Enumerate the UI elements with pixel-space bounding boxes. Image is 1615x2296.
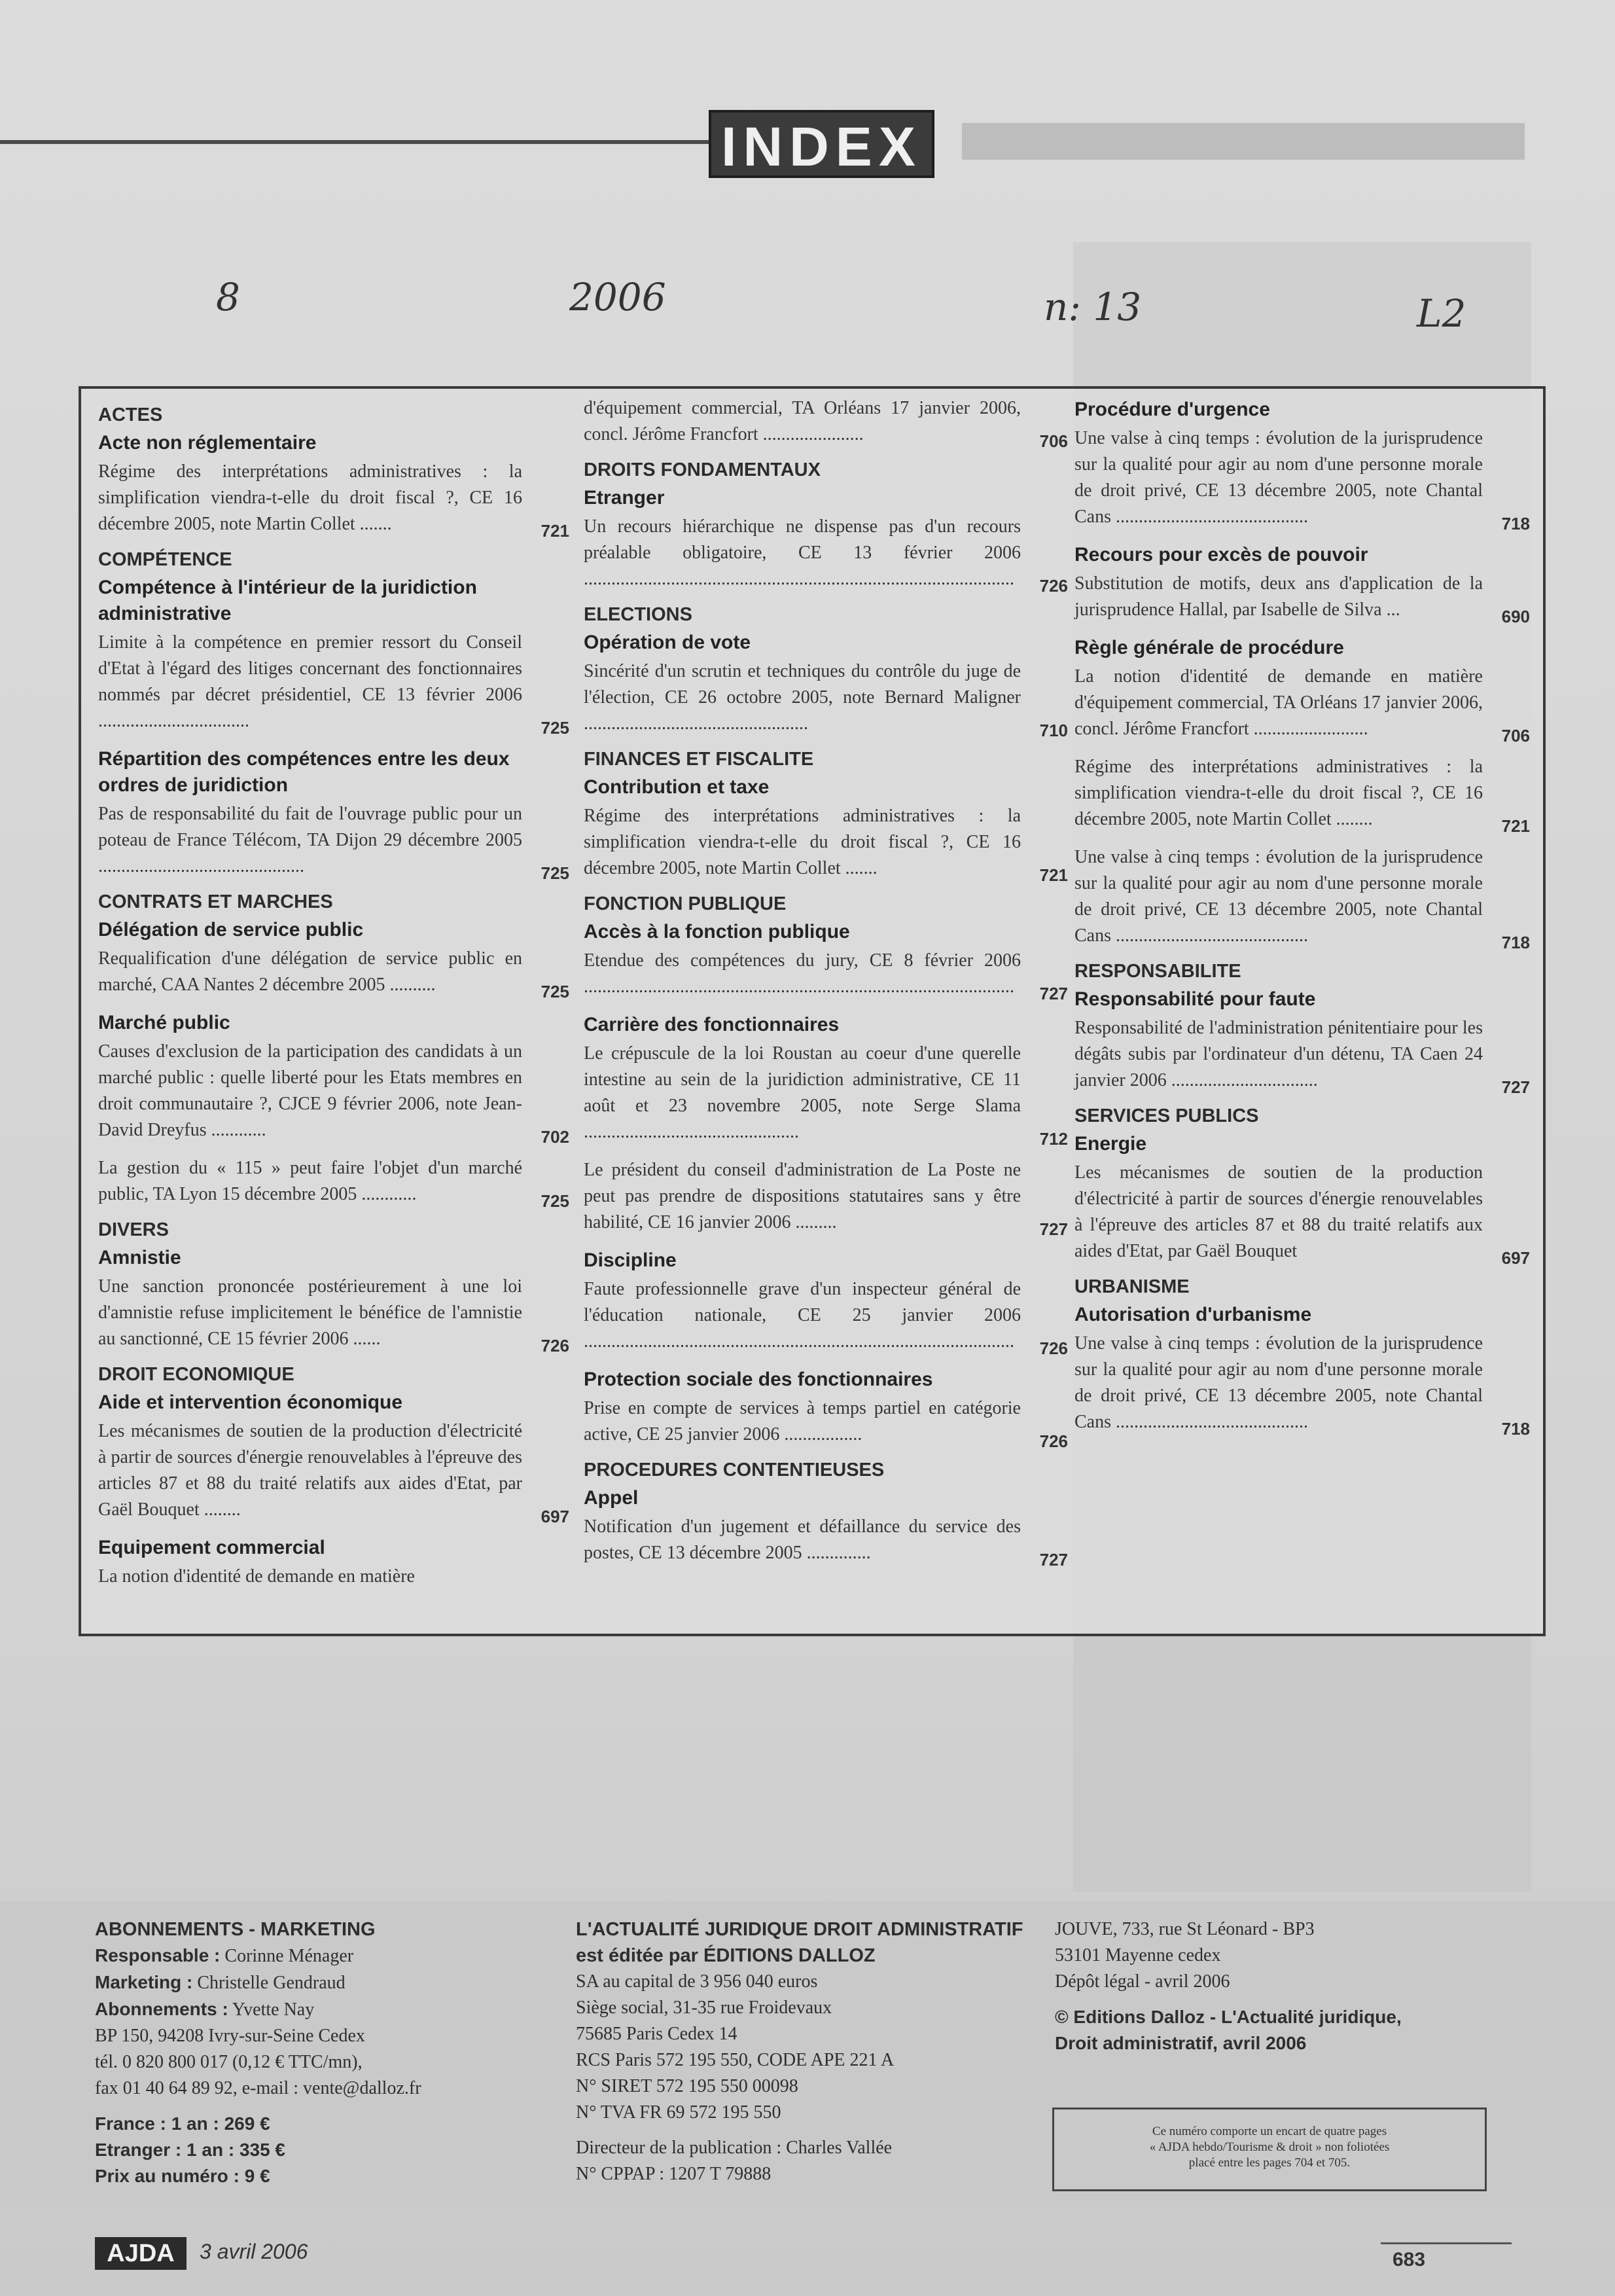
index-entry-text: Le président du conseil d'administration de La Poste ne peut pas prendre de dispositions statutaires sans y être habilité, CE 16 janvier 2006 ......... [584, 1160, 1021, 1232]
index-entry-page: 718 [1501, 933, 1530, 952]
subs-address: BP 150, 94208 Ivry-sur-Seine Cedex [95, 2026, 365, 2046]
index-entry-page: 727 [1039, 1550, 1068, 1570]
index-entry-text: La gestion du « 115 » peut faire l'objet d'un marché public, TA Lyon 15 décembre 2005 ............ [98, 1158, 522, 1204]
publisher-cppap: N° CPPAP : 1207 T 79888 [576, 2164, 772, 2184]
index-entry-page: 726 [541, 1336, 569, 1355]
index-section-heading: ELECTIONS [584, 604, 692, 625]
index-entry [1074, 844, 1531, 952]
index-entry-page: 718 [1501, 1419, 1530, 1439]
index-entry-text: Un recours hiérarchique ne dispense pas d'un recours préalable obligatoire, CE 13 février 2006 .............................................................................................. [584, 516, 1021, 589]
index-entry [584, 1276, 1069, 1358]
index-entry [584, 1157, 1069, 1239]
subs-phone: tél. 0 820 800 017 (0,12 € TTC/mn), [95, 2052, 363, 2072]
handwritten-note-4: L2 [1417, 291, 1466, 336]
index-entry [1074, 1160, 1531, 1268]
price-issue: Prix au numéro : 9 € [95, 2166, 270, 2186]
index-subheading: Règle générale de procédure [1074, 637, 1344, 658]
index-section-heading: FINANCES ET FISCALITE [584, 749, 814, 770]
index-subheading: Accès à la fonction publique [584, 921, 850, 942]
index-entry [98, 801, 571, 883]
index-frame [79, 386, 1546, 1636]
index-subheading: Discipline [584, 1249, 677, 1271]
index-entry [584, 658, 1069, 740]
index-subheading: Protection sociale des fonctionnaires [584, 1369, 933, 1390]
index-entry-text: Une valse à cinq temps : évolution de la jurisprudence sur la qualité pour agir au nom d'une personne morale de droit privé, CE 13 décembre 2005, note Chantal Cans .......................................... [1074, 847, 1483, 946]
index-subheading: Appel [584, 1487, 639, 1509]
index-entry [584, 514, 1069, 596]
index-entry-text: Prise en compte de services à temps partiel en catégorie active, CE 25 janvier 2006 ................. [584, 1398, 1021, 1444]
publisher-siege: Siège social, 31-35 rue Froidevaux [576, 1998, 832, 2018]
price-france: France : 1 an : 269 € [95, 2113, 270, 2134]
index-entry-page: 690 [1501, 607, 1530, 626]
index-entry-text: Une valse à cinq temps : évolution de la jurisprudence sur la qualité pour agir au nom d'une personne morale de droit privé, CE 13 décembre 2005, note Chantal Cans .......................................... [1074, 428, 1483, 527]
index-subheading: Délégation de service public [98, 919, 364, 941]
index-entry-text: La notion d'identité de demande en matière d'équipement commercial, TA Orléans 17 janvier 2006, concl. Jérôme Francfort ......................... [1074, 666, 1483, 739]
index-section-heading: URBANISME [1074, 1276, 1190, 1297]
publisher-title-2: est éditée par ÉDITIONS DALLOZ [576, 1945, 876, 1966]
printer-line-2: 53101 Mayenne cedex [1055, 1945, 1221, 1965]
index-subheading: Etranger [584, 487, 665, 509]
index-entry-page: 706 [1039, 431, 1068, 451]
index-entry-page: 725 [541, 718, 569, 738]
index-subheading: Compétence à l'intérieur de la juridiction administrative [98, 577, 477, 624]
index-subheading: Equipement commercial [98, 1537, 325, 1558]
index-subheading: Amnistie [98, 1247, 181, 1268]
index-entry-text: Une sanction prononcée postérieurement à une loi d'amnistie refuse implicitement le bénéfice de l'amnistie au sanctionné, CE 15 février 2006 ...... [98, 1276, 522, 1349]
index-entry-page: 721 [541, 521, 569, 541]
issue-date: 3 avril 2006 [200, 2240, 308, 2263]
index-subheading: Responsabilité pour faute [1074, 988, 1316, 1010]
index-section-heading: FONCTION PUBLIQUE [584, 893, 787, 914]
index-section-heading: DROIT ECONOMIQUE [98, 1364, 294, 1385]
index-subheading: Aide et intervention économique [98, 1391, 403, 1413]
notice-line-3: placé entre les pages 704 et 705. [1188, 2156, 1351, 2170]
index-entry [1074, 664, 1531, 745]
index-column-3 [1074, 393, 1531, 1447]
index-subheading: Marché public [98, 1012, 230, 1033]
index-entry [584, 1041, 1069, 1149]
index-entry-page: 726 [1039, 1431, 1068, 1451]
index-subheading: Répartition des compétences entre les deux ordres de juridiction [98, 748, 510, 796]
index-entry-text: Les mécanismes de soutien de la production d'électricité à partir de sources d'énergie renouvelables à l'épreuve des articles 87 et 88 du traité relatifs aux aides d'Etat, par Gaël Bouquet ........ [98, 1421, 522, 1520]
index-entry-page: 725 [541, 863, 569, 883]
index-entry-text: Le crépuscule de la loi Roustan au coeur d'une querelle intestine au sein de la juridiction administrative, CE 11 août et 23 novembre 2005, note Serge Slama ............................................... [584, 1043, 1021, 1142]
handwritten-note-2: 2006 [569, 275, 666, 319]
page-number-rule [1381, 2242, 1512, 2244]
index-entry [584, 948, 1069, 1003]
index-entry [584, 1395, 1069, 1451]
index-entry-text: La notion d'identité de demande en matière [98, 1566, 415, 1587]
index-entry-page: 697 [1501, 1248, 1530, 1268]
index-entry [1074, 754, 1531, 836]
index-subheading: Energie [1074, 1133, 1147, 1155]
marketing-value: Christelle Gendraud [197, 1973, 346, 1993]
index-entry [1074, 1015, 1531, 1097]
index-entry-text: Requalification d'une délégation de service public en marché, CAA Nantes 2 décembre 2005 .......... [98, 948, 522, 995]
page-number: 683 [1393, 2249, 1426, 2270]
index-entry-text: Régime des interprétations administratives : la simplification viendra-t-elle du droit fiscal ?, CE 16 décembre 2005, note Martin Collet ....... [98, 461, 522, 534]
index-entry-text: Régime des interprétations administratives : la simplification viendra-t-elle du droit fiscal ?, CE 16 décembre 2005, note Martin Collet ....... [584, 806, 1021, 878]
index-entry-page: 706 [1501, 726, 1530, 745]
subscriptions-block [95, 1916, 592, 2189]
index-entry-text: Etendue des compétences du jury, CE 8 février 2006 .............................................................................................. [584, 950, 1021, 997]
index-entry-text: Causes d'exclusion de la participation des candidats à un marché public : quelle liberté pour les Etats membres en droit communautaire ?, CJCE 9 février 2006, note Jean-David Dreyfus ............ [98, 1041, 522, 1140]
index-entry [98, 630, 571, 738]
index-entry-text: d'équipement commercial, TA Orléans 17 janvier 2006, concl. Jérôme Francfort ...................... [584, 398, 1021, 444]
copyright-line-2: Droit administratif, avril 2006 [1055, 2033, 1307, 2053]
index-entry-page: 727 [1039, 984, 1068, 1003]
index-entry [1074, 1331, 1531, 1439]
publisher-rcs: RCS Paris 572 195 550, CODE APE 221 A [576, 2050, 895, 2070]
index-entry [98, 1564, 571, 1590]
index-section-heading: COMPÉTENCE [98, 549, 232, 570]
index-entry-text: Notification d'un jugement et défaillance du service des postes, CE 13 décembre 2005 .............. [584, 1516, 1021, 1563]
notice-line-2: « AJDA hebdo/Tourisme & droit » non foliotées [1149, 2140, 1390, 2154]
publisher-block [576, 1916, 1047, 2187]
index-entry [584, 395, 1069, 451]
index-entry-page: 721 [1501, 816, 1530, 836]
index-entry-page: 710 [1039, 721, 1068, 740]
publisher-tva: N° TVA FR 69 572 195 550 [576, 2102, 781, 2123]
index-section-heading: SERVICES PUBLICS [1074, 1105, 1259, 1126]
index-entry-page: 718 [1501, 514, 1530, 533]
marketing-label: Marketing : [95, 1972, 193, 1992]
index-section-heading: RESPONSABILITE [1074, 961, 1241, 982]
handwritten-note-1: 8 [216, 275, 240, 319]
index-entry-page: 727 [1501, 1077, 1530, 1097]
index-entry-text: Régime des interprétations administratives : la simplification viendra-t-elle du droit fiscal ?, CE 16 décembre 2005, note Martin Collet ........ [1074, 757, 1483, 829]
header-rule [0, 140, 713, 144]
index-entry-text: Limite à la compétence en premier ressort du Conseil d'Etat à l'égard des litiges concernant des fonctionnaires nommés par décret présidentiel, CE 13 février 2006 ................................. [98, 632, 522, 731]
index-entry-page: 726 [1039, 1338, 1068, 1358]
index-subheading: Autorisation d'urbanisme [1074, 1304, 1312, 1325]
publisher-director: Directeur de la publication : Charles Vallée [576, 2138, 893, 2158]
index-entry-page: 702 [541, 1127, 569, 1147]
index-entry [98, 1418, 571, 1526]
responsable-label: Responsable : [95, 1945, 221, 1965]
copyright-line-1: © Editions Dalloz - L'Actualité juridique, [1055, 2007, 1402, 2027]
index-subheading: Acte non réglementaire [98, 432, 317, 454]
index-section-heading: DIVERS [98, 1219, 169, 1240]
index-entry-text: Sincérité d'un scrutin et techniques du contrôle du juge de l'élection, CE 26 octobre 2005, note Bernard Maligner ................................................. [584, 661, 1021, 734]
index-entry-page: 725 [541, 982, 569, 1001]
index-subheading: Procédure d'urgence [1074, 399, 1270, 420]
responsable-value: Corinne Ménager [224, 1946, 354, 1966]
index-entry-text: Faute professionnelle grave d'un inspecteur général de l'éducation nationale, CE 25 janvier 2006 .............................................................................................. [584, 1279, 1021, 1352]
subs-fax-email: fax 01 40 64 89 92, e-mail : vente@dalloz.fr [95, 2078, 421, 2098]
publisher-city: 75685 Paris Cedex 14 [576, 2024, 737, 2044]
index-subheading: Recours pour excès de pouvoir [1074, 544, 1368, 565]
index-entry [1074, 425, 1531, 533]
printer-line-1: JOUVE, 733, rue St Léonard - BP3 [1055, 1919, 1315, 1939]
publisher-capital: SA au capital de 3 956 040 euros [576, 1971, 818, 1992]
printer-block [1055, 1916, 1526, 2056]
price-etranger: Etranger : 1 an : 335 € [95, 2140, 286, 2160]
handwritten-note-3: n: 13 [1044, 285, 1142, 329]
index-entry-text: Les mécanismes de soutien de la production d'électricité à partir de sources d'énergie renouvelables à l'épreuve des articles 87 et 88 du traité relatifs aux aides d'Etat, par Gaël Bouquet [1074, 1162, 1483, 1261]
index-entry [98, 1155, 571, 1211]
subscriptions-title: ABONNEMENTS - MARKETING [95, 1919, 376, 1940]
index-subheading: Opération de vote [584, 632, 751, 653]
index-section-heading: ACTES [98, 404, 163, 425]
index-section-heading: PROCEDURES CONTENTIEUSES [584, 1460, 885, 1480]
index-entry-text: Pas de responsabilité du fait de l'ouvrage public pour un poteau de France Télécom, TA Dijon 29 décembre 2005 ............................................. [98, 804, 522, 876]
index-entry-page: 727 [1039, 1219, 1068, 1239]
index-subheading: Carrière des fonctionnaires [584, 1014, 840, 1035]
index-entry [98, 1039, 571, 1147]
index-section-heading: DROITS FONDAMENTAUX [584, 459, 821, 480]
notice-line-1: Ce numéro comporte un encart de quatre pages [1152, 2125, 1387, 2138]
index-entry-page: 726 [1039, 576, 1068, 596]
ajda-logo: AJDA [95, 2237, 186, 2270]
index-entry [584, 1514, 1069, 1570]
index-entry-page: 697 [541, 1507, 569, 1526]
insert-notice [1052, 2108, 1487, 2191]
index-entry-text: Une valse à cinq temps : évolution de la jurisprudence sur la qualité pour agir au nom d'une personne morale de droit privé, CE 13 décembre 2005, note Chantal Cans .......................................... [1074, 1333, 1483, 1432]
index-entry-page: 725 [541, 1191, 569, 1211]
index-title: INDEX [709, 110, 934, 178]
index-subheading: Contribution et taxe [584, 776, 770, 798]
abonnements-value: Yvette Nay [232, 2000, 315, 2020]
index-entry-page: 721 [1039, 865, 1068, 885]
index-entry [1074, 571, 1531, 626]
index-entry [98, 946, 571, 1001]
publisher-title-1: L'ACTUALITÉ JURIDIQUE DROIT ADMINISTRATIF [576, 1919, 1023, 1940]
index-entry-text: Responsabilité de l'administration pénitentiaire pour les dégâts subis par l'ordinateur d'un détenu, TA Caen 24 janvier 2006 ................................ [1074, 1018, 1483, 1090]
index-column-2 [584, 393, 1069, 1578]
index-entry [584, 803, 1069, 885]
index-entry-text: Substitution de motifs, deux ans d'application de la jurisprudence Hallal, par Isabelle de Silva ... [1074, 573, 1483, 620]
printer-line-3: Dépôt légal - avril 2006 [1055, 1971, 1230, 1992]
abonnements-label: Abonnements : [95, 1999, 228, 2019]
publisher-siret: N° SIRET 572 195 550 00098 [576, 2076, 798, 2096]
index-section-heading: CONTRATS ET MARCHES [98, 891, 333, 912]
index-column-1 [98, 393, 571, 1602]
index-entry [98, 459, 571, 541]
index-entry-page: 712 [1039, 1129, 1068, 1149]
index-entry [98, 1274, 571, 1355]
